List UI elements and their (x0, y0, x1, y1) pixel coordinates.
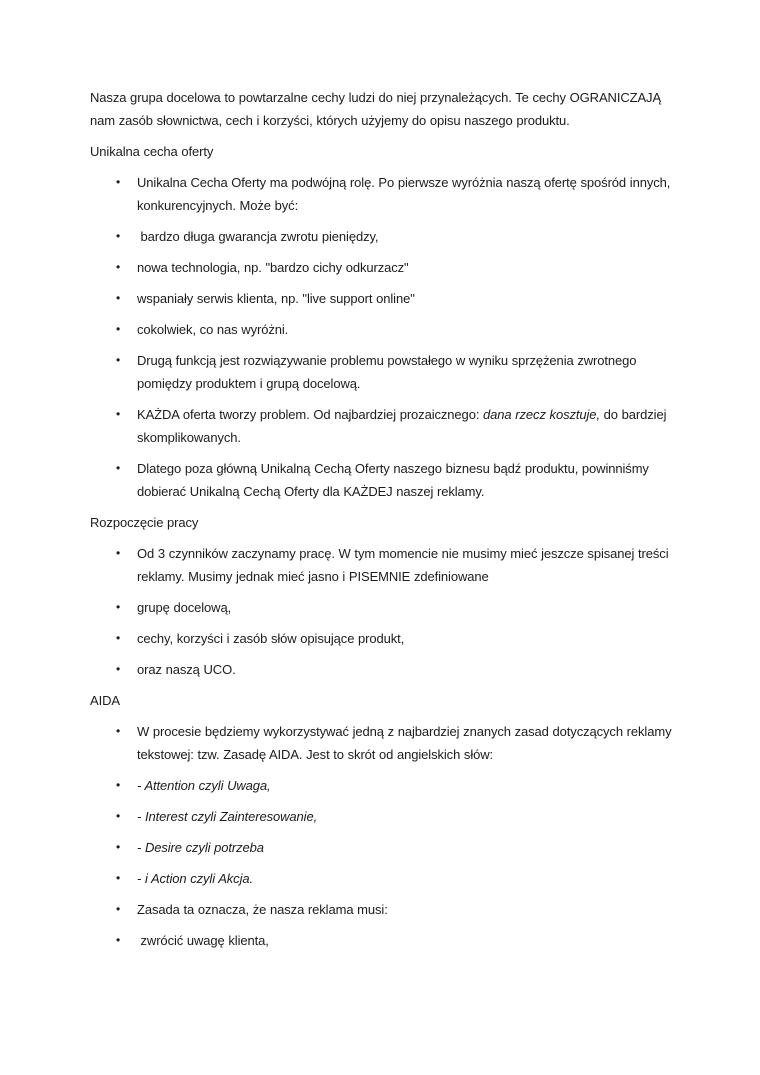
list-item (90, 542, 682, 588)
text-run: wspaniały serwis klienta, np. "live support online" (137, 291, 415, 306)
list-item (90, 318, 682, 341)
text-run: bardzo długa gwarancja zwrotu pieniędzy, (137, 229, 379, 244)
bullet-marker: • (116, 809, 121, 823)
list-item (90, 929, 682, 952)
text-run: grupę docelową, (137, 600, 232, 615)
list-item (90, 720, 682, 766)
heading (90, 511, 682, 534)
list-item (90, 805, 682, 828)
list-item (90, 403, 682, 449)
bullet-marker: • (116, 291, 121, 305)
list-item (90, 898, 682, 921)
text-run: Nasza grupa docelowa to powtarzalne cechy ludzi do niej przynależących. Te cechy OGRANICZAJĄ nam zasób słownictwa, cech i korzyści, których użyjemy do opisu naszego produktu. (90, 90, 665, 128)
bullet-marker: • (116, 724, 121, 738)
bullet-marker: • (116, 229, 121, 243)
bullet-marker: • (116, 840, 121, 854)
text-run: oraz naszą UCO. (137, 662, 236, 677)
list-item (90, 349, 682, 395)
bullet-marker: • (116, 631, 121, 645)
list-item (90, 658, 682, 681)
text-run: - Interest czyli Zainteresowanie, (137, 809, 318, 824)
list-item (90, 836, 682, 859)
text-run: W procesie będziemy wykorzystywać jedną z najbardziej znanych zasad dotyczących reklamy tekstowej: tzw. Zasadę AIDA. Jest to skrót od angielskich słów: (137, 724, 676, 762)
text-run: KAŻDA oferta tworzy problem. Od najbardziej prozaicznego: (137, 407, 484, 422)
list-item (90, 171, 682, 217)
text-run: nowa technologia, np. "bardzo cichy odkurzacz" (137, 260, 409, 275)
text-run: do bardziej skomplikowanych. (137, 407, 671, 445)
text-run: zwrócić uwagę klienta, (137, 933, 269, 948)
text-run: Drugą funkcją jest rozwiązywanie problemu powstałego w wyniku sprzężenia zwrotnego pomiędzy produktem i grupą docelową. (137, 353, 641, 391)
list-item (90, 287, 682, 310)
bullet-marker: • (116, 407, 121, 421)
text-run: - Desire czyli potrzeba (137, 840, 264, 855)
bullet-marker: • (116, 461, 121, 475)
text-run: Unikalna cecha oferty (90, 144, 214, 159)
text-run: Od 3 czynników zaczynamy pracę. W tym momencie nie musimy mieć jeszcze spisanej treści reklamy. Musimy jednak mieć jasno i PISEMNIE zdefiniowane (137, 546, 673, 584)
document-content (90, 86, 682, 952)
bullet-marker: • (116, 260, 121, 274)
bullet-marker: • (116, 933, 121, 947)
text-run: Unikalna Cecha Oferty ma podwójną rolę. Po pierwsze wyróżnia naszą ofertę spośród innych, konkurencyjnych. Może być: (137, 175, 674, 213)
bullet-marker: • (116, 778, 121, 792)
text-run: Dlatego poza główną Unikalną Cechą Oferty naszego biznesu bądź produktu, powinniśmy dobierać Unikalną Cechą Oferty dla KAŻDEJ naszej reklamy. (137, 461, 653, 499)
text-run: Zasada ta oznacza, że nasza reklama musi: (137, 902, 388, 917)
text-run: cokolwiek, co nas wyróżni. (137, 322, 289, 337)
paragraph (90, 86, 682, 132)
list-item (90, 256, 682, 279)
bullet-marker: • (116, 662, 121, 676)
bullet-marker: • (116, 546, 121, 560)
bullet-marker: • (116, 175, 121, 189)
text-run: cechy, korzyści i zasób słów opisujące produkt, (137, 631, 405, 646)
list-item (90, 225, 682, 248)
bullet-marker: • (116, 600, 121, 614)
text-run: - i Action czyli Akcja. (137, 871, 254, 886)
text-run: dana rzecz kosztuje, (483, 407, 600, 422)
heading (90, 689, 682, 712)
bullet-marker: • (116, 902, 121, 916)
list-item (90, 457, 682, 503)
text-run: Rozpoczęcie pracy (90, 515, 199, 530)
heading (90, 140, 682, 163)
list-item (90, 867, 682, 890)
text-run: AIDA (90, 693, 120, 708)
text-run: - Attention czyli Uwaga, (137, 778, 271, 793)
list-item (90, 774, 682, 797)
bullet-marker: • (116, 353, 121, 367)
bullet-marker: • (116, 322, 121, 336)
list-item (90, 627, 682, 650)
bullet-marker: • (116, 871, 121, 885)
list-item (90, 596, 682, 619)
